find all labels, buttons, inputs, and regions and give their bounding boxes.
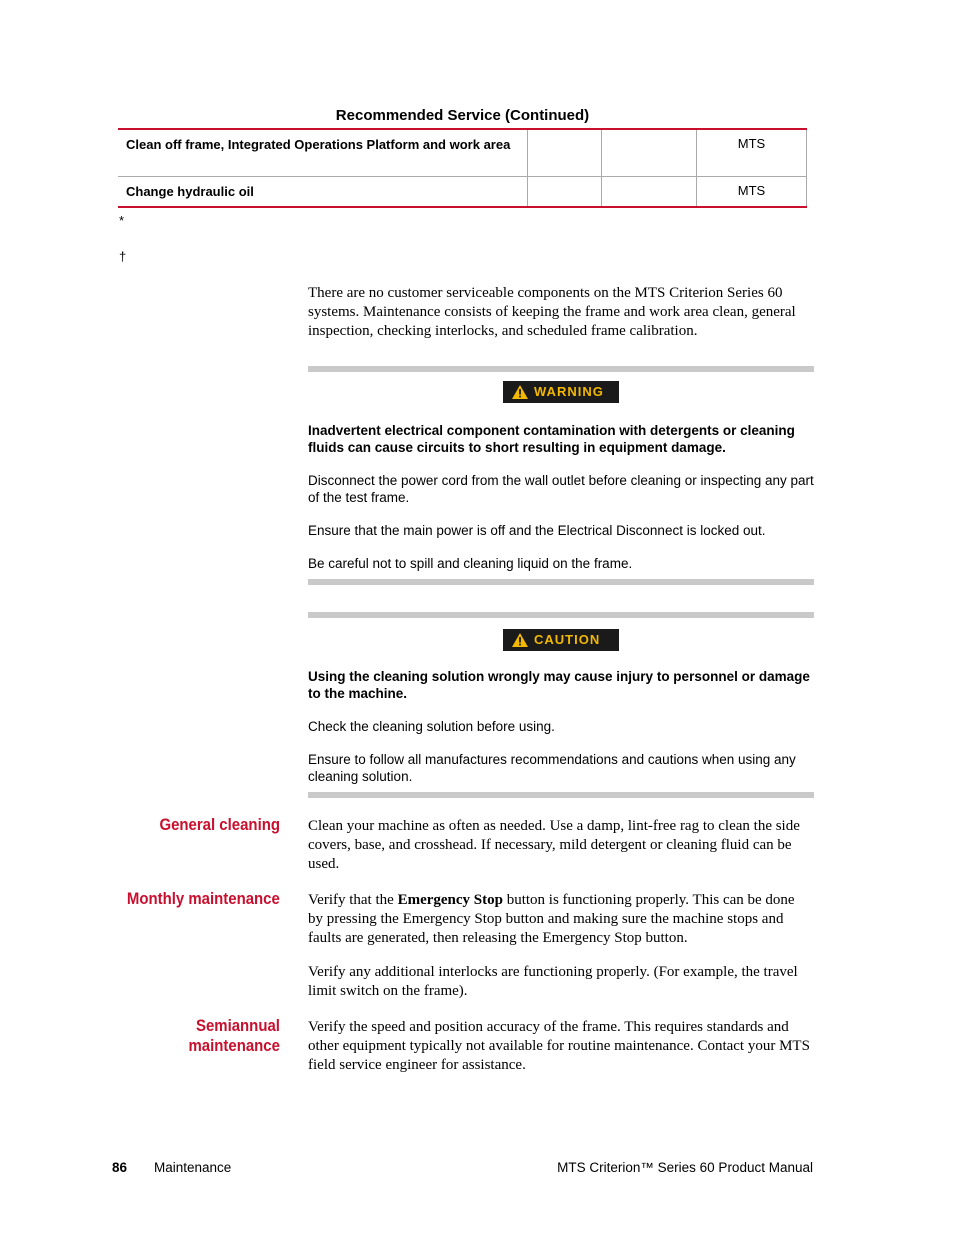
service-table	[118, 128, 807, 208]
caution-paragraph: Ensure to follow all manufactures recommendations and cautions when using any cleaning solution.	[308, 752, 796, 784]
footnote-dagger: †	[119, 249, 127, 264]
warning-badge	[503, 381, 619, 403]
table-cell	[602, 176, 697, 207]
text-span: Verify that the	[308, 892, 398, 908]
warning-paragraph: Be careful not to spill and cleaning liquid on the frame.	[308, 556, 633, 571]
monthly-maintenance-text	[308, 891, 813, 948]
caution-label: CAUTION	[534, 632, 601, 647]
text-span: button is functioning properly. This can be done by pressing the Emergency Stop button and making sure the machine stops and faults are generated, then releasing the Emergency Stop button.	[308, 892, 795, 946]
table-cell	[528, 176, 602, 207]
warning-paragraph: Disconnect the power cord from the wall outlet before cleaning or inspecting any part of the test frame.	[308, 473, 814, 505]
page-number: 86	[112, 1160, 128, 1175]
warning-headline: Inadvertent electrical component contamination with detergents or cleaning fluids can cause circuits to short resulting in equipment damage.	[308, 423, 795, 455]
semiannual-heading-line: Semiannual	[196, 1016, 280, 1035]
semiannual-heading-line: maintenance	[188, 1036, 280, 1055]
monthly-maintenance-heading: Monthly maintenance	[127, 889, 280, 908]
caution-badge	[503, 629, 619, 651]
warning-bottom-rule	[308, 579, 814, 585]
footer-manual-title: MTS Criterion™ Series 60 Product Manual	[557, 1160, 813, 1175]
warning-top-rule	[308, 366, 814, 372]
performed-by-cell: MTS	[697, 129, 807, 176]
table-row	[118, 176, 807, 207]
performed-by-cell: MTS	[697, 176, 807, 207]
task-cell: Clean off frame, Integrated Operations Platform and work area	[118, 129, 528, 176]
warning-label: WARNING	[534, 384, 604, 399]
task-cell: Change hydraulic oil	[118, 176, 528, 207]
caution-bottom-rule	[308, 792, 814, 798]
footer-section: Maintenance	[154, 1160, 232, 1175]
footnote-asterisk: *	[119, 213, 125, 228]
general-cleaning-text: Clean your machine as often as needed. Use a damp, lint-free rag to clean the side covers, base, and crosshead. If necessary, mild detergent or cleaning fluid can be used.	[308, 818, 800, 872]
caution-headline: Using the cleaning solution wrongly may cause injury to personnel or damage to the machine.	[308, 669, 810, 701]
warning-paragraph: Ensure that the main power is off and the Electrical Disconnect is locked out.	[308, 523, 766, 538]
table-row	[118, 129, 807, 176]
intro-paragraph: There are no customer serviceable components on the MTS Criterion Series 60 systems. Maintenance consists of keeping the frame and work area clean, general inspection, checking interlocks, and scheduled frame calibration.	[308, 285, 796, 339]
semiannual-heading	[189, 1016, 280, 1056]
table-title: Recommended Service (Continued)	[335, 107, 590, 124]
general-cleaning-heading: General cleaning	[159, 815, 280, 834]
semiannual-text: Verify the speed and position accuracy of the frame. This requires standards and other equipment typically not available for routine maintenance. Contact your MTS field service engineer for assistance.	[308, 1019, 810, 1073]
warning-triangle-icon	[511, 384, 529, 400]
table-cell	[602, 129, 697, 176]
table-cell	[528, 129, 602, 176]
monthly-interlocks-text: Verify any additional interlocks are functioning properly. (For example, the travel limit switch on the frame).	[308, 964, 798, 999]
caution-paragraph: Check the cleaning solution before using.	[308, 719, 555, 734]
caution-top-rule	[308, 612, 814, 618]
emergency-stop-term: Emergency Stop	[397, 892, 503, 908]
warning-triangle-icon	[511, 632, 529, 648]
